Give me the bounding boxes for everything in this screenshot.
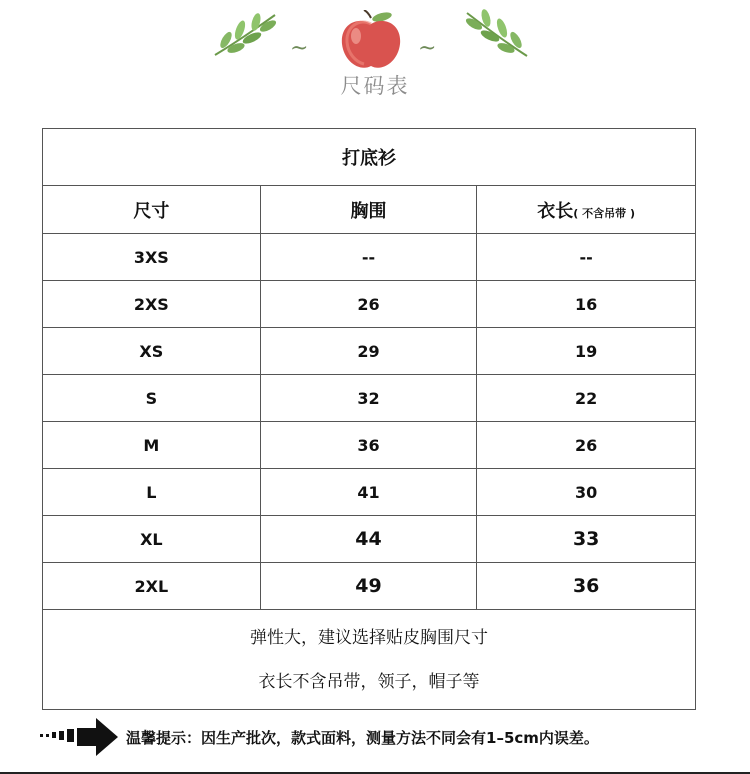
length-cell: 16 (477, 281, 696, 328)
size-cell: XS (43, 328, 261, 375)
length-cell: -- (477, 234, 696, 281)
leaf-branch-right-icon (462, 8, 532, 60)
chest-cell: 36 (260, 422, 477, 469)
table-notes (43, 610, 696, 710)
apple-icon (338, 10, 404, 72)
length-cell: 33 (477, 516, 696, 563)
length-cell: 19 (477, 328, 696, 375)
tip-banner (40, 716, 740, 760)
size-cell: 2XS (43, 281, 261, 328)
tilde-right: ~ (418, 36, 437, 61)
chest-cell: 29 (260, 328, 477, 375)
leaf-branch-left-icon (210, 10, 280, 60)
size-cell: M (43, 422, 261, 469)
chest-cell: -- (260, 234, 477, 281)
table-title: 打底衫 (43, 129, 696, 186)
size-table (42, 128, 696, 710)
chest-cell: 26 (260, 281, 477, 328)
table-header-row (43, 186, 696, 234)
length-cell: 30 (477, 469, 696, 516)
note-line-1: 弹性大，建议选择贴皮胸围尺寸 (250, 627, 488, 648)
column-header-size: 尺寸 (43, 186, 261, 234)
page-title: 尺码表 (340, 74, 410, 98)
table-title-row (43, 129, 696, 186)
size-cell: 2XL (43, 563, 261, 610)
tilde-left: ~ (290, 36, 309, 61)
length-cell: 36 (477, 563, 696, 610)
table-row (43, 281, 696, 328)
table-row (43, 328, 696, 375)
tip-label: 温馨提示： (126, 729, 202, 747)
arrow-right-icon (40, 716, 120, 760)
table-row (43, 234, 696, 281)
size-cell: L (43, 469, 261, 516)
column-header-chest: 胸围 (260, 186, 477, 234)
table-row (43, 422, 696, 469)
table-notes-row (43, 610, 696, 710)
tip-text (126, 727, 599, 748)
column-header-length (477, 186, 696, 234)
size-cell: 3XS (43, 234, 261, 281)
table-row (43, 469, 696, 516)
chest-cell: 41 (260, 469, 477, 516)
chest-cell: 49 (260, 563, 477, 610)
length-cell: 22 (477, 375, 696, 422)
column-header-length-label: 衣长 (537, 200, 574, 222)
size-cell: XL (43, 516, 261, 563)
table-row (43, 563, 696, 610)
table-row (43, 375, 696, 422)
chest-cell: 44 (260, 516, 477, 563)
column-header-length-note: ( 不含吊带 ) (573, 206, 636, 220)
chest-cell: 32 (260, 375, 477, 422)
note-line-2: 衣长不含吊带，领子，帽子等 (258, 671, 480, 692)
size-cell: S (43, 375, 261, 422)
tip-message: 因生产批次，款式面料，测量方法不同会有1–5cm内误差。 (201, 729, 599, 747)
length-cell: 26 (477, 422, 696, 469)
header (0, 0, 750, 110)
table-row (43, 516, 696, 563)
